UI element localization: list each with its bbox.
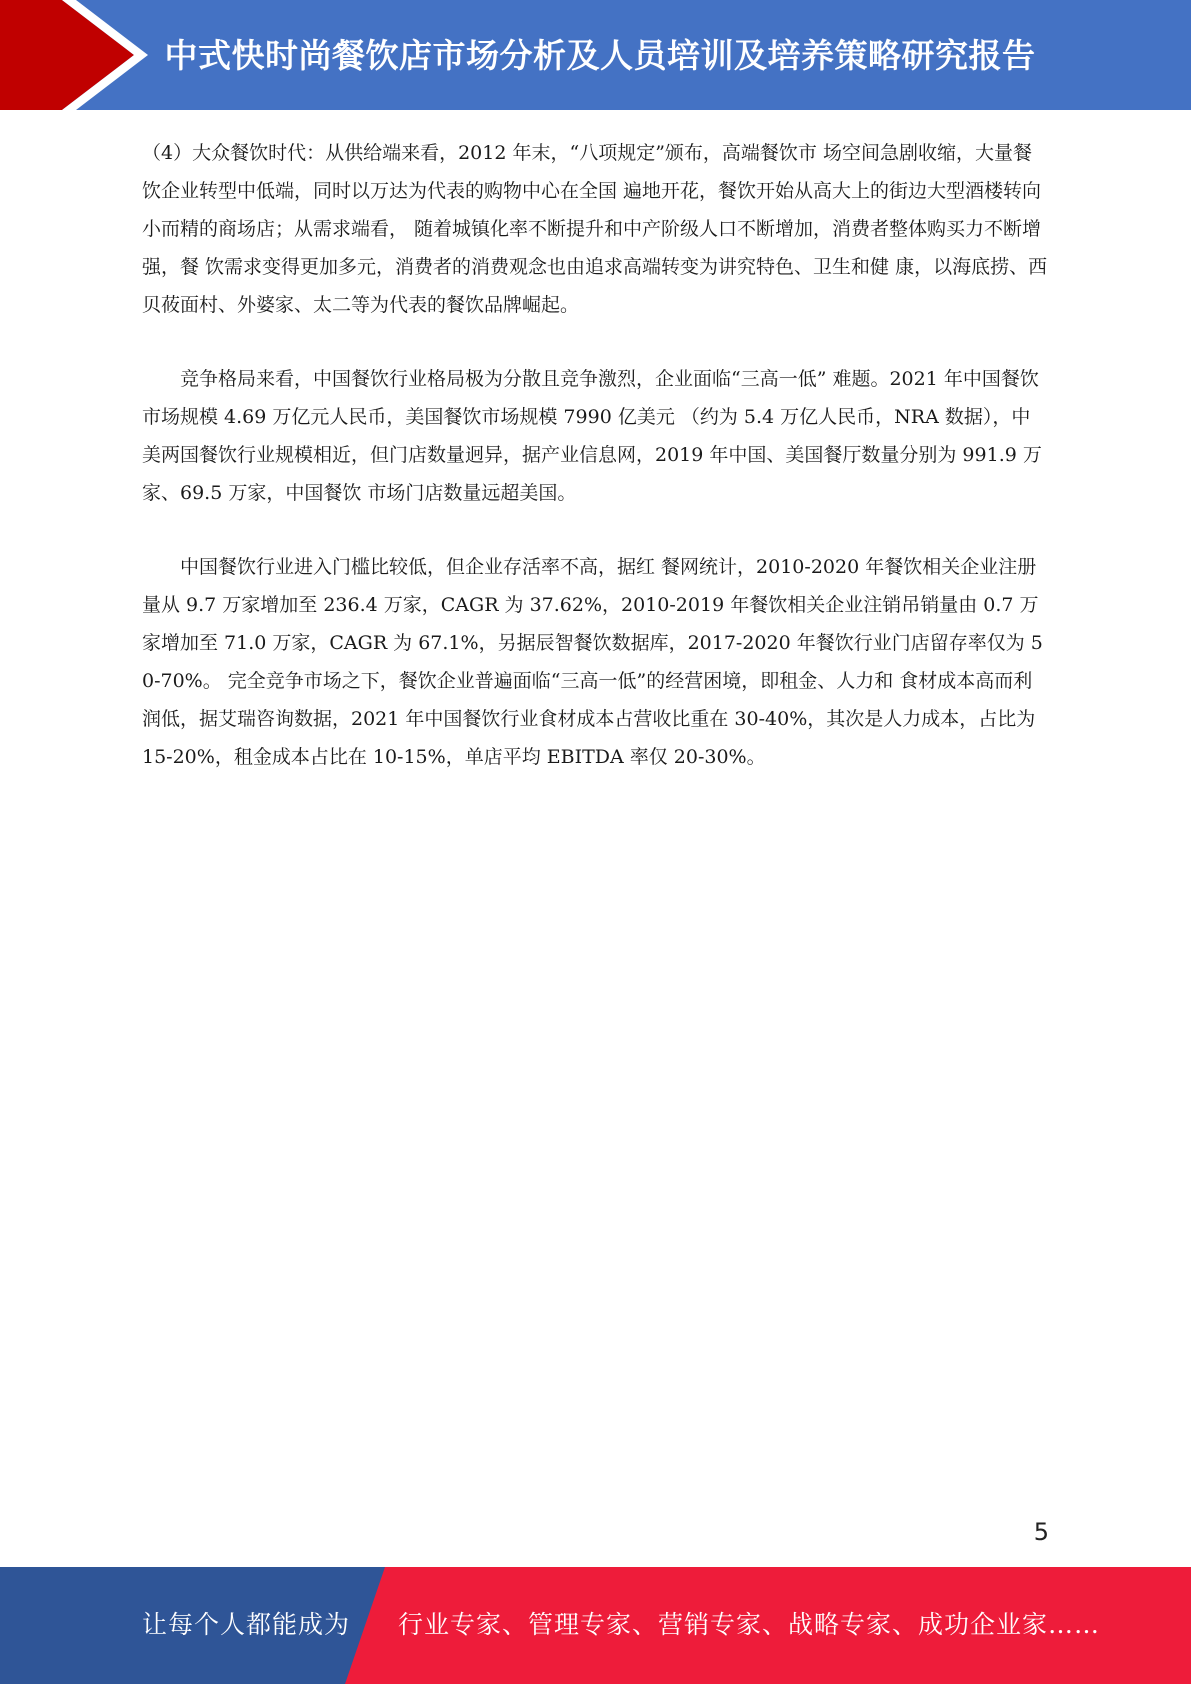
page-header	[0, 0, 1191, 110]
page-number: 5	[1033, 1518, 1049, 1546]
header-chevron-decoration	[0, 0, 160, 110]
document-body	[142, 134, 1048, 812]
footer-slogan-left: 让每个人都能成为	[142, 1610, 351, 1639]
paragraph-competition-landscape: 竞争格局来看，中国餐饮行业格局极为分散且竞争激烈，企业面临“三高一低” 难题。2021 年中国餐饮市场规模 4.69 万亿元人民币，美国餐饮市场规模 7990 亿美元 （约为 5.4 万亿人民币，NRA 数据），中美两国餐饮行业规模相近，但门店数量迥异，据产业信息网，2019 年中国、美国餐厅数量分别为 991.9 万家、69.5 万家，中国餐饮 市场门店数量远超美国。	[142, 368, 1042, 504]
footer-slogan-right: 行业专家、管理专家、营销专家、战略专家、成功企业家……	[398, 1610, 1101, 1639]
paragraph-mass-dining-era: （4）大众餐饮时代：从供给端来看，2012 年末，“八项规定”颁布，高端餐饮市 场空间急剧收缩，大量餐饮企业转型中低端，同时以万达为代表的购物中心在全国 遍地开花，餐饮开始从高大上的街边大型酒楼转向小而精的商场店；从需求端看， 随着城镇化率不断提升和中产阶级人口不断增加，消费者整体购买力不断增强，餐 饮需求变得更加多元，消费者的消费观念也由追求高端转变为讲究特色、卫生和健 康，以海底捞、西贝莜面村、外婆家、太二等为代表的餐饮品牌崛起。	[142, 142, 1048, 316]
document-title: 中式快时尚餐饮店市场分析及人员培训及培养策略研究报告	[164, 36, 1036, 75]
paragraph-entry-barrier: 中国餐饮行业进入门槛比较低，但企业存活率不高，据红 餐网统计，2010-2020 年餐饮相关企业注册量从 9.7 万家增加至 236.4 万家，CAGR 为 37.62%，2010-2019 年餐饮相关企业注销吊销量由 0.7 万家增加至 71.0 万家，CAGR 为 67.1%，另据辰智餐饮数据库，2017-2020 年餐饮行业门店留存率仅为 50-70%。 完全竞争市场之下，餐饮企业普遍面临“三高一低”的经营困境，即租金、人力和 食材成本高而利润低，据艾瑞咨询数据，2021 年中国餐饮行业食材成本占营收比重在 30-40%，其次是人力成本，占比为 15-20%，租金成本占比在 10-15%，单店平均 EBITDA 率仅 20-30%。	[142, 556, 1043, 768]
page-footer	[0, 1567, 1191, 1684]
